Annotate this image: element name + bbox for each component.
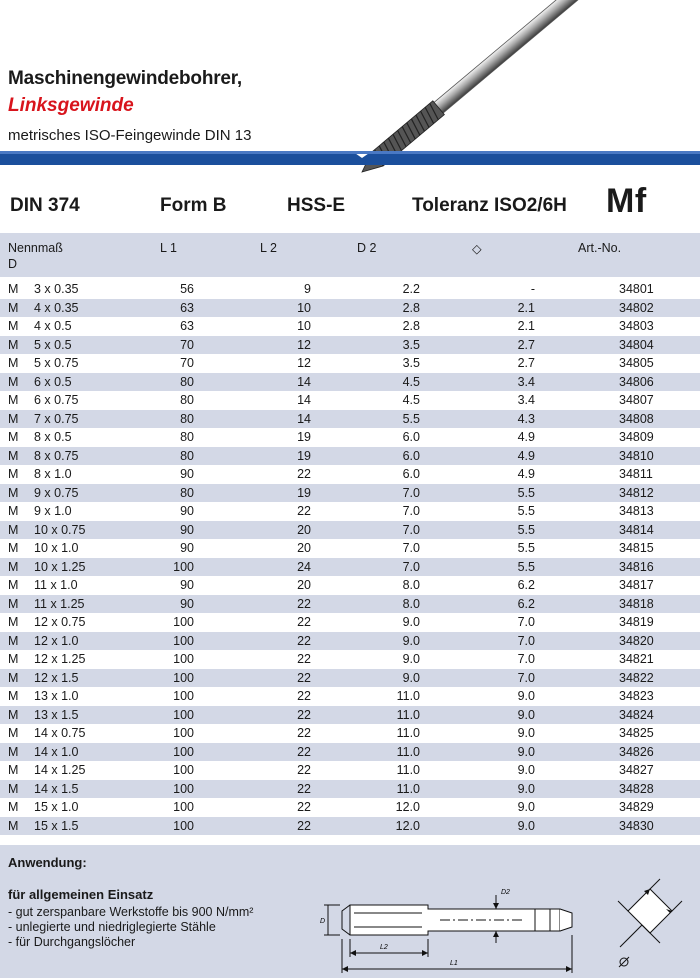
cell-l1: 80 — [134, 484, 194, 503]
cell-d2: 11.0 — [396, 726, 420, 740]
table-row — [0, 447, 700, 466]
cell-sq: 9.0 — [517, 689, 535, 703]
cell-l2: 20 — [297, 541, 311, 555]
cell-m: M — [0, 410, 34, 429]
cell-l2: 14 — [194, 410, 311, 429]
cell-sq: 9.0 — [420, 817, 535, 836]
cell-size: 15 x 1.0 — [34, 800, 79, 814]
cell-d2: 4.5 — [402, 393, 420, 407]
cell-m: M — [8, 800, 19, 814]
cell-d2: 2.8 — [402, 319, 420, 333]
header-art-no: Art.-No. — [578, 241, 622, 255]
label-l1: L1 — [450, 960, 458, 967]
use-item: - für Durchgangslöcher — [8, 935, 136, 949]
cell-m: M — [8, 726, 19, 740]
cell-size: 10 x 1.25 — [34, 558, 134, 577]
spec-line — [0, 180, 700, 226]
cell-sq: 3.4 — [517, 393, 535, 407]
cell-m: M — [8, 430, 19, 444]
product-table — [0, 280, 700, 835]
cell-l2: 22 — [297, 652, 311, 666]
cell-sq: 9.0 — [420, 706, 535, 725]
cell-l1: 70 — [134, 336, 194, 355]
cell-art: 34822 — [535, 669, 700, 688]
cell-size: 8 x 1.0 — [34, 467, 72, 481]
cell-l1: 100 — [134, 632, 194, 651]
cell-art: 34813 — [619, 504, 654, 518]
cell-m: M — [8, 356, 19, 370]
cell-art: 34808 — [535, 410, 700, 429]
use-list — [8, 905, 253, 950]
header — [0, 0, 700, 190]
cell-l2: 19 — [194, 447, 311, 466]
cell-art: 34823 — [619, 689, 654, 703]
header-l1: L 1 — [160, 241, 177, 255]
cell-size: 12 x 0.75 — [34, 615, 86, 629]
cell-art: 34803 — [619, 319, 654, 333]
cell-m: M — [0, 558, 34, 577]
cell-size: 5 x 0.5 — [34, 336, 134, 355]
header-d2: D 2 — [357, 241, 377, 255]
table-row — [0, 724, 700, 743]
table-row — [0, 317, 700, 336]
cell-sq: 7.0 — [517, 652, 535, 666]
cell-sq: 4.9 — [420, 447, 535, 466]
cell-l1: 100 — [134, 706, 194, 725]
cell-d2: 11.0 — [311, 706, 420, 725]
thread-standard: metrisches ISO-Feingewinde DIN 13 — [8, 127, 252, 144]
cell-size: 10 x 0.75 — [34, 521, 134, 540]
table-row — [0, 502, 700, 521]
cell-size: 10 x 1.0 — [34, 541, 79, 555]
cell-l1: 90 — [180, 541, 194, 555]
cell-l2: 20 — [194, 521, 311, 540]
cell-art: 34826 — [535, 743, 700, 762]
cell-d2: 9.0 — [311, 669, 420, 688]
table-row — [0, 521, 700, 540]
cell-m: M — [0, 521, 34, 540]
cell-l2: 22 — [297, 467, 311, 481]
cell-m: M — [8, 282, 19, 296]
cell-l2: 24 — [194, 558, 311, 577]
cell-sq: 6.2 — [420, 595, 535, 614]
cell-l2: 22 — [297, 504, 311, 518]
cell-art: 34814 — [535, 521, 700, 540]
cell-d2: 12.0 — [311, 817, 420, 836]
cell-l1: 80 — [134, 447, 194, 466]
cell-l2: 22 — [297, 763, 311, 777]
cell-d2: 9.0 — [402, 615, 420, 629]
cell-l1: 100 — [134, 780, 194, 799]
cell-l1: 80 — [134, 373, 194, 392]
cell-d2: 2.8 — [311, 299, 420, 318]
cell-sq: 2.7 — [420, 336, 535, 355]
cell-art: 34809 — [619, 430, 654, 444]
cell-l1: 100 — [134, 817, 194, 836]
cell-size: 9 x 0.75 — [34, 484, 134, 503]
header-l2: L 2 — [260, 241, 277, 255]
cell-l1: 100 — [173, 615, 194, 629]
cell-l2: 22 — [297, 689, 311, 703]
cell-l2: 10 — [194, 299, 311, 318]
cell-l1: 100 — [173, 689, 194, 703]
cell-art: 34807 — [619, 393, 654, 407]
cell-d2: 11.0 — [396, 763, 420, 777]
cell-art: 34804 — [535, 336, 700, 355]
cell-l1: 80 — [180, 393, 194, 407]
table-row — [0, 798, 700, 817]
cell-sq: 7.0 — [517, 615, 535, 629]
cell-art: 34820 — [535, 632, 700, 651]
cell-m: M — [8, 393, 19, 407]
table-row — [0, 280, 700, 299]
cell-l1: 70 — [180, 356, 194, 370]
cell-d2: 7.0 — [311, 521, 420, 540]
material-spec: HSS-E — [287, 195, 346, 216]
table-row — [0, 354, 700, 373]
cell-l1: 63 — [180, 319, 194, 333]
table-row — [0, 743, 700, 762]
application-title: Anwendung: — [8, 855, 87, 870]
cell-size: 14 x 0.75 — [34, 726, 86, 740]
cell-m: M — [0, 373, 34, 392]
cell-art: 34821 — [619, 652, 654, 666]
cell-d2: 4.5 — [311, 373, 420, 392]
cell-l2: 10 — [297, 319, 311, 333]
cell-size: 8 x 0.75 — [34, 447, 134, 466]
cell-l2: 12 — [194, 336, 311, 355]
cell-l1: 56 — [180, 282, 194, 296]
table-row — [0, 428, 700, 447]
cell-l1: 90 — [180, 504, 194, 518]
table-row — [0, 632, 700, 651]
cell-l2: 19 — [297, 430, 311, 444]
table-row — [0, 613, 700, 632]
cell-sq: 5.5 — [420, 484, 535, 503]
table-row — [0, 373, 700, 392]
use-title: für allgemeinen Einsatz — [8, 887, 154, 902]
cell-sq: 5.5 — [517, 541, 535, 555]
table-row — [0, 595, 700, 614]
cell-l1: 100 — [173, 800, 194, 814]
cell-sq: 2.7 — [517, 356, 535, 370]
cell-art: 34815 — [619, 541, 654, 555]
cell-size: 11 x 1.25 — [34, 595, 134, 614]
cell-art: 34830 — [535, 817, 700, 836]
cell-m: M — [8, 504, 19, 518]
cell-art: 34819 — [619, 615, 654, 629]
din-spec: DIN 374 — [10, 195, 80, 216]
cell-m: M — [0, 299, 34, 318]
cell-m: M — [0, 632, 34, 651]
cell-art: 34805 — [619, 356, 654, 370]
tap-technical-drawing — [310, 875, 600, 975]
cell-sq: 6.2 — [517, 578, 535, 592]
table-row — [0, 650, 700, 669]
header-square-icon: ◇ — [472, 242, 482, 256]
cell-l1: 100 — [134, 669, 194, 688]
table-row — [0, 484, 700, 503]
cell-l2: 19 — [194, 484, 311, 503]
cell-d2: 11.0 — [311, 780, 420, 799]
cell-l2: 14 — [194, 373, 311, 392]
cell-m: M — [0, 447, 34, 466]
cell-sq: 9.0 — [517, 726, 535, 740]
cell-size: 12 x 1.0 — [34, 632, 134, 651]
cell-m: M — [0, 706, 34, 725]
cell-l1: 80 — [134, 410, 194, 429]
cell-l2: 22 — [194, 817, 311, 836]
cell-size: 6 x 0.75 — [34, 393, 79, 407]
cell-size: 14 x 1.5 — [34, 780, 134, 799]
cell-size: 11 x 1.0 — [34, 578, 78, 592]
cell-sq: 3.4 — [420, 373, 535, 392]
cell-size: 12 x 1.5 — [34, 669, 134, 688]
cell-m: M — [8, 763, 19, 777]
cell-l1: 80 — [180, 430, 194, 444]
cell-l2: 22 — [297, 726, 311, 740]
cell-l1: 100 — [173, 726, 194, 740]
cell-l2: 22 — [194, 595, 311, 614]
cell-size: 13 x 1.5 — [34, 706, 134, 725]
cell-sq: 5.5 — [420, 521, 535, 540]
cell-m: M — [8, 541, 19, 555]
header-nennmass: Nennmaß — [8, 241, 63, 255]
cell-d2: 5.5 — [311, 410, 420, 429]
cell-l2: 22 — [194, 632, 311, 651]
cell-d2: 7.0 — [311, 558, 420, 577]
cell-l2: 22 — [194, 780, 311, 799]
table-row — [0, 669, 700, 688]
cell-art: 34802 — [535, 299, 700, 318]
use-item: - unlegierte und niedriglegierte Stähle — [8, 920, 216, 934]
table-row — [0, 706, 700, 725]
cell-size: 14 x 1.0 — [34, 743, 134, 762]
cell-m: M — [0, 484, 34, 503]
cell-sq: - — [530, 282, 535, 296]
cell-size: 15 x 1.5 — [34, 817, 134, 836]
blue-divider-bar — [0, 151, 700, 165]
cell-d2: 6.0 — [402, 430, 420, 444]
cell-sq: 2.1 — [517, 319, 535, 333]
cell-l1: 100 — [134, 743, 194, 762]
cell-l1: 90 — [180, 467, 194, 481]
form-spec: Form B — [160, 195, 227, 216]
use-item: - gut zerspanbare Werkstoffe bis 900 N/mm² — [8, 905, 254, 919]
cell-sq: 9.0 — [420, 743, 535, 762]
cell-d2: 7.0 — [311, 484, 420, 503]
cell-d2: 3.5 — [402, 356, 420, 370]
table-row — [0, 299, 700, 318]
cell-m: M — [8, 578, 19, 592]
cell-l1: 100 — [173, 652, 194, 666]
cell-art: 34825 — [619, 726, 654, 740]
cell-sq: 7.0 — [420, 669, 535, 688]
cell-d2: 9.0 — [402, 652, 420, 666]
cell-size: 9 x 1.0 — [34, 504, 72, 518]
cell-m: M — [0, 743, 34, 762]
cell-size: 3 x 0.35 — [34, 282, 79, 296]
table-row — [0, 539, 700, 558]
cell-sq: 4.9 — [517, 430, 535, 444]
cell-sq: 9.0 — [517, 763, 535, 777]
cell-l2: 22 — [194, 706, 311, 725]
cell-l1: 90 — [180, 578, 194, 592]
cell-art: 34801 — [619, 282, 654, 296]
cell-d2: 9.0 — [311, 632, 420, 651]
cell-art: 34818 — [535, 595, 700, 614]
cell-l2: 22 — [297, 800, 311, 814]
cell-art: 34806 — [535, 373, 700, 392]
cell-m: M — [0, 780, 34, 799]
cell-art: 34812 — [535, 484, 700, 503]
cell-size: 5 x 0.75 — [34, 356, 79, 370]
product-title: Maschinengewindebohrer, — [8, 68, 243, 89]
cell-d2: 11.0 — [311, 743, 420, 762]
cell-m: M — [0, 595, 34, 614]
table-row — [0, 391, 700, 410]
cell-m: M — [8, 615, 19, 629]
cell-m: M — [0, 817, 34, 836]
cell-art: 34827 — [619, 763, 654, 777]
cell-size: 8 x 0.5 — [34, 430, 72, 444]
cell-d2: 7.0 — [402, 541, 420, 555]
application-section — [0, 845, 700, 978]
table-row — [0, 780, 700, 799]
cell-d2: 11.0 — [396, 689, 420, 703]
cell-m: M — [8, 652, 19, 666]
cell-m: M — [0, 336, 34, 355]
header-d: D — [8, 257, 18, 271]
table-row — [0, 336, 700, 355]
table-row — [0, 687, 700, 706]
cell-size: 13 x 1.0 — [34, 689, 79, 703]
cell-sq: 2.1 — [420, 299, 535, 318]
cell-l2: 22 — [194, 669, 311, 688]
cell-m: M — [8, 319, 19, 333]
cell-sq: 9.0 — [517, 800, 535, 814]
cell-d2: 8.0 — [402, 578, 420, 592]
cell-d2: 6.0 — [402, 467, 420, 481]
cell-art: 34817 — [619, 578, 654, 592]
cell-art: 34810 — [535, 447, 700, 466]
cell-size: 14 x 1.25 — [34, 763, 86, 777]
table-header — [0, 233, 700, 277]
cell-size: 4 x 0.5 — [34, 319, 72, 333]
cell-d2: 6.0 — [311, 447, 420, 466]
cell-l2: 14 — [297, 393, 311, 407]
type-code: Mf — [606, 182, 647, 220]
product-subtitle-left-thread: Linksgewinde — [8, 95, 134, 116]
cell-d2: 12.0 — [395, 800, 420, 814]
cell-art: 34829 — [619, 800, 654, 814]
cell-l1: 100 — [134, 558, 194, 577]
table-row — [0, 761, 700, 780]
label-l2: L2 — [380, 944, 388, 951]
cell-l1: 90 — [134, 521, 194, 540]
cell-m: M — [8, 689, 19, 703]
cell-sq: 4.9 — [517, 467, 535, 481]
cell-size: 7 x 0.75 — [34, 410, 134, 429]
label-d: D — [320, 918, 326, 925]
cell-size: 4 x 0.35 — [34, 299, 134, 318]
cell-l2: 9 — [304, 282, 311, 296]
cell-d2: 8.0 — [311, 595, 420, 614]
cell-l1: 63 — [134, 299, 194, 318]
cell-sq: 5.5 — [420, 558, 535, 577]
cell-m: M — [0, 669, 34, 688]
cell-l1: 90 — [134, 595, 194, 614]
cell-art: 34828 — [535, 780, 700, 799]
cell-l2: 20 — [297, 578, 311, 592]
cell-art: 34816 — [535, 558, 700, 577]
table-row — [0, 465, 700, 484]
cell-size: 12 x 1.25 — [34, 652, 86, 666]
cell-l2: 22 — [194, 743, 311, 762]
table-row — [0, 817, 700, 836]
cell-m: M — [8, 467, 19, 481]
cell-d2: 7.0 — [402, 504, 420, 518]
tolerance-spec: Toleranz ISO2/6H — [412, 195, 567, 216]
cell-l1: 100 — [173, 763, 194, 777]
cell-sq: 5.5 — [517, 504, 535, 518]
cell-d2: 2.2 — [402, 282, 420, 296]
cell-sq: 4.3 — [420, 410, 535, 429]
cell-sq: 9.0 — [420, 780, 535, 799]
cell-l2: 12 — [297, 356, 311, 370]
cell-d2: 3.5 — [311, 336, 420, 355]
cell-l2: 22 — [297, 615, 311, 629]
table-row — [0, 410, 700, 429]
cell-art: 34811 — [619, 467, 653, 481]
cell-sq: 7.0 — [420, 632, 535, 651]
cell-size: 6 x 0.5 — [34, 373, 134, 392]
label-d2: D2 — [501, 889, 510, 896]
cell-art: 34824 — [535, 706, 700, 725]
table-row — [0, 576, 700, 595]
table-row — [0, 558, 700, 577]
square-profile-icon — [612, 877, 692, 972]
